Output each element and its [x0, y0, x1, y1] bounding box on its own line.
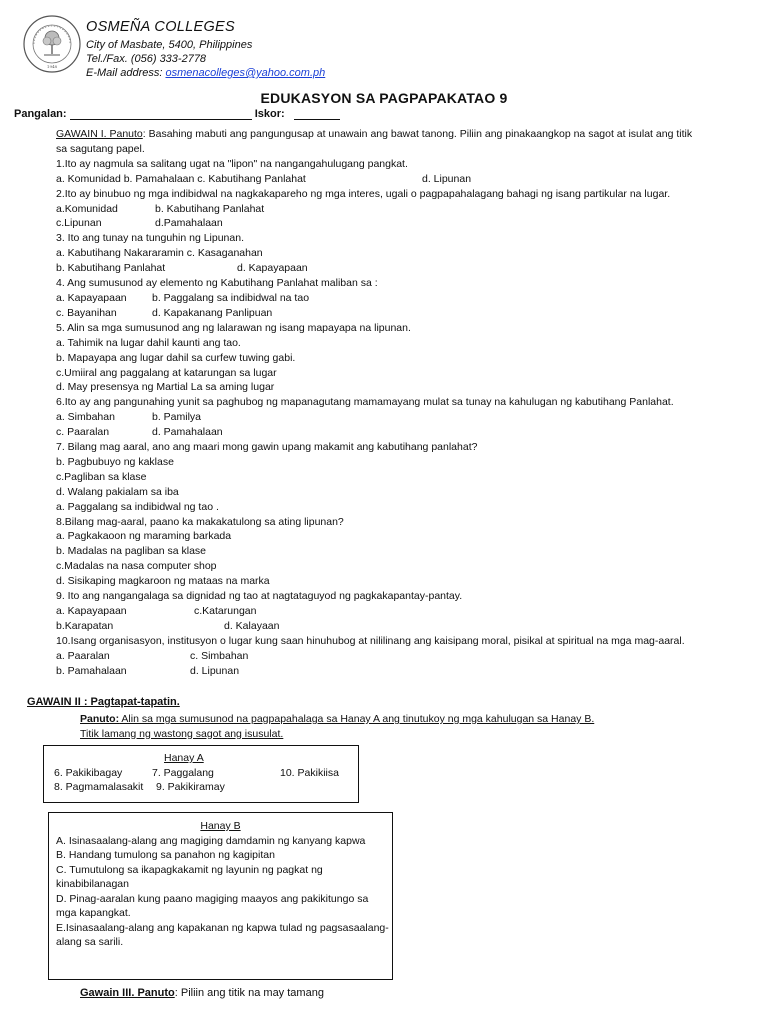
hanay-b-item: alang sa sarili. — [56, 936, 124, 948]
choice: d. Kalayaan — [224, 619, 280, 632]
gawain-1-section — [56, 127, 756, 679]
choice-line: c.Pagliban sa klase — [56, 470, 147, 483]
email-link[interactable]: osmenacolleges@yahoo.com.ph — [165, 67, 326, 79]
hanay-a-item: 8. Pagmamalasakit — [54, 781, 144, 793]
name-score-row — [14, 108, 340, 120]
gawain-1-instruction-text: : Basahing mabuti ang pangungusap at unawain ang bawat tanong. Piliin ang pinakaangkop na sagot at isulat ang titik sa sagutang papel. — [56, 128, 693, 155]
choice-line: a. Tahimik na lugar dahil kaunti ang tao. — [56, 336, 241, 349]
choice-line — [56, 604, 756, 619]
choice-line: b. Pagbubuyo ng kaklase — [56, 455, 174, 468]
choice: d. Lipunan — [422, 172, 472, 185]
name-blank-line[interactable] — [70, 108, 252, 120]
gawain-3-instruction — [80, 987, 324, 999]
school-seal-logo — [22, 14, 82, 74]
choice-line — [56, 291, 756, 306]
gawain-1-instruction — [56, 127, 706, 157]
gawain-2-heading: GAWAIN II : Pagtapat-tapatin. — [27, 696, 180, 708]
choice: b. Pamilya — [152, 411, 202, 424]
hanay-b-item: kinabibilanagan — [56, 878, 129, 890]
school-telfax: Tel./Fax. (056) 333-2778 — [86, 53, 207, 65]
hanay-a-box — [43, 745, 359, 803]
hanay-b-item: E.Isinasaalang-alang ang kapakanan ng kapwa tulad ng pagsasaalang- — [56, 921, 389, 934]
choice-line: b. Mapayapa ang lugar dahil sa curfew tuwing gabi. — [56, 351, 296, 364]
question-line: 6.Ito ay ang pangunahing yunit sa paghubog ng mapanagutang mamamayang mulat sa tunay na kahulugan ng kabutihang Panlahat. — [56, 396, 674, 409]
hanay-a-heading: Hanay A — [164, 752, 204, 764]
hanay-b-box — [48, 812, 393, 980]
choice: c. Bayanihan — [56, 306, 117, 319]
choice: c. Paaralan — [56, 426, 110, 439]
instruction-text: Alin sa mga sumusunod na pagpapahalaga sa Hanay A ang tinutukoy ng mga kahulugan sa Hanay B. — [119, 713, 595, 725]
choice: b. Kabutihang Panlahat — [56, 262, 166, 275]
choice-line: c.Madalas na nasa computer shop — [56, 560, 217, 573]
choice-line — [56, 425, 756, 440]
score-label: Iskor: — [254, 108, 285, 120]
gawain-2-instruction-line-2: Titik lamang ng wastong sagot ang isusulat. — [80, 727, 284, 740]
choice: b.Karapatan — [56, 619, 114, 632]
hanay-b-heading: Hanay B — [200, 820, 241, 832]
question-line: 5. Alin sa mga sumusunod ang ng lalarawan ng isang mapayapa na lipunan. — [56, 321, 411, 334]
question-line: 1.Ito ay nagmula sa salitang ugat na "lipon" na nangangahulugang pangkat. — [56, 157, 408, 170]
school-address: City of Masbate, 5400, Philippines — [86, 39, 253, 51]
choice: c.Lipunan — [56, 217, 102, 230]
gawain-2-instruction — [80, 712, 594, 741]
choice-line: c.Umiiral ang paggalang at katarungan sa lugar — [56, 366, 277, 379]
question-line: 10.Isang organisasyon, institusyon o lugar kung saan hinuhubog at nililinang ang kaisipang moral, pisikal at spiritual na mga mag-aaral. — [56, 634, 685, 647]
choice: d. Kapayapaan — [237, 262, 308, 275]
choice-line — [56, 664, 756, 679]
choice-line — [56, 619, 756, 634]
choice: b. Kabutihang Panlahat — [155, 202, 265, 215]
hanay-b-item: mga kapangkat. — [56, 907, 131, 919]
seal-year: 1948 — [46, 64, 58, 69]
hanay-a-item: 6. Pakikibagay — [54, 767, 123, 779]
panuto-label: Panuto: — [80, 713, 120, 725]
choice-line — [56, 649, 756, 664]
school-name: OSMEÑA COLLEGES — [86, 19, 236, 35]
question-line: 4. Ang sumusunod ay elemento ng Kabutihang Panlahat maliban sa : — [56, 277, 378, 290]
choice: a. Komunidad b. Pamahalaan c. Kabutihang Panlahat — [56, 172, 306, 185]
choice: d. Kapakanang Panlipuan — [152, 306, 273, 319]
choice-line: a. Kabutihang Nakararamin c. Kasaganahan — [56, 247, 263, 260]
hanay-a-item: 10. Pakikiisa — [280, 767, 339, 779]
choice-line — [56, 202, 756, 217]
hanay-b-item: B. Handang tumulong sa panahon ng kagipitan — [56, 849, 275, 861]
hanay-b-item: D. Pinag-aaralan kung paano magiging maayos ang pakikitungo sa — [56, 892, 369, 905]
choice: b. Paggalang sa indibidwal na tao — [152, 291, 310, 304]
choice-line — [56, 172, 756, 187]
choice-line — [56, 216, 756, 231]
choice-line: d. Sisikaping magkaroon ng mataas na marka — [56, 575, 270, 588]
choice: a. Paaralan — [56, 649, 110, 662]
choice: a. Kapayapaan — [56, 291, 127, 304]
choice-line: a. Paggalang sa indibidwal ng tao . — [56, 500, 219, 513]
name-label: Pangalan: — [14, 108, 67, 120]
choice: a.Komunidad — [56, 202, 118, 215]
choice-line: a. Pagkakaoon ng maraming barkada — [56, 530, 232, 543]
choice-line: d. Walang pakialam sa iba — [56, 485, 179, 498]
choice-line: b. Madalas na pagliban sa klase — [56, 545, 207, 558]
gawain-1-heading: GAWAIN I. Panuto — [56, 128, 143, 140]
choice-line — [56, 410, 756, 425]
document-title: EDUKASYON SA PAGPAPAKATAO 9 — [260, 90, 508, 106]
choice: d. Pamahalaan — [152, 426, 223, 439]
gawain-2-instruction-line-1 — [80, 712, 594, 727]
choice: c.Katarungan — [194, 605, 257, 617]
hanay-b-item: C. Tumutulong sa ikapagkakamit ng layunin ng pagkat ng — [56, 863, 323, 876]
choice-line — [56, 261, 756, 276]
choice-line — [56, 306, 756, 321]
choice: d.Pamahalaan — [155, 217, 223, 230]
choice: a. Simbahan — [56, 411, 115, 424]
hanay-a-item: 9. Pakikiramay — [156, 781, 225, 793]
hanay-b-item: A. Isinasaalang-alang ang magiging damdamin ng kanyang kapwa — [56, 834, 366, 847]
question-line: 9. Ito ang nangangalaga sa dignidad ng tao at nagtataguyod ng pagkakapantay-pantay. — [56, 590, 463, 603]
choice: d. Lipunan — [190, 664, 240, 677]
score-blank-line[interactable] — [294, 108, 340, 120]
question-line: 7. Bilang mag aaral, ano ang maari mong gawin upang makamit ang kabutihang panlahat? — [56, 441, 478, 454]
question-line: 8.Bilang mag-aaral, paano ka makakatulong sa ating lipunan? — [56, 515, 344, 528]
question-line: 2.Ito ay binubuo ng mga indibidwal na nagkakapareho ng mga interes, ugali o pagpapahalagang bahagi ng isang partikular na lugar. — [56, 187, 671, 200]
hanay-a-item: 7. Paggalang — [152, 767, 214, 779]
gawain-3-instruction-text: : Piliin ang titik na may tamang — [174, 987, 324, 999]
gawain-3-heading: Gawain III. Panuto — [80, 987, 175, 999]
choice: c. Simbahan — [190, 649, 249, 662]
question-line: 3. Ito ang tunay na tunguhin ng Lipunan. — [56, 232, 244, 245]
choice: a. Kapayapaan — [56, 605, 127, 617]
hanay-b-list — [49, 834, 392, 950]
email-label: E-Mail address: — [86, 67, 163, 79]
choice: b. Pamahalaan — [56, 664, 127, 677]
choice-line: d. May presensya ng Martial La sa aming lugar — [56, 381, 275, 394]
school-email-row — [86, 67, 325, 79]
